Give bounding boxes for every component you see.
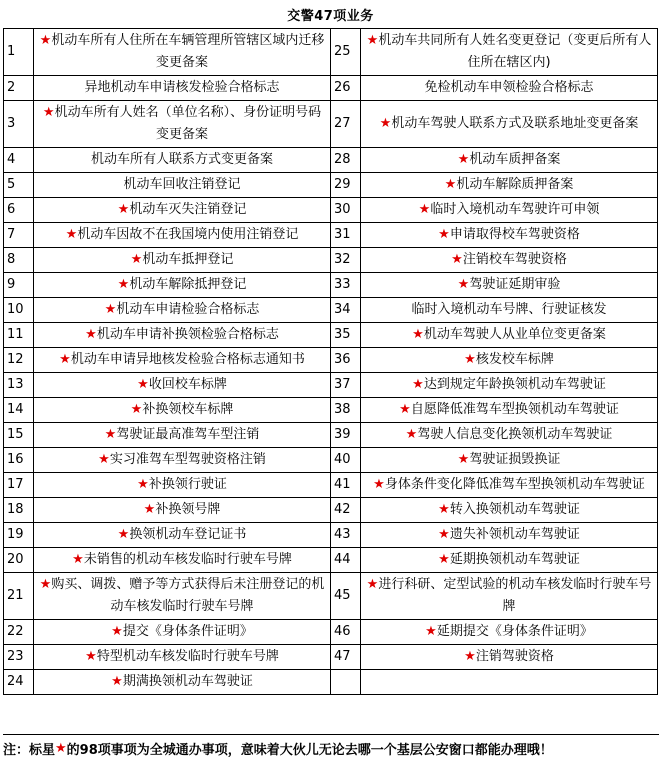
item-name: 免检机动车申领检验合格标志: [424, 80, 594, 95]
table-row: [4, 76, 658, 101]
item-number: 41: [331, 473, 361, 498]
table-row: [4, 645, 658, 670]
item-number: 18: [4, 498, 34, 523]
item-number: 43: [331, 523, 361, 548]
star-icon: ★: [104, 302, 117, 317]
item-name-cell: [361, 101, 658, 148]
item-name-cell: [361, 323, 658, 348]
item-name: 身体条件变化降低准驾车型换领机动车驾驶证: [384, 477, 645, 492]
item-number: 30: [331, 198, 361, 223]
table-row: [4, 620, 658, 645]
star-icon: ★: [405, 427, 418, 442]
item-name-cell: [34, 198, 331, 223]
table-row: [4, 101, 658, 148]
item-name: 机动车解除抵押登记: [129, 277, 247, 292]
item-number: 19: [4, 523, 34, 548]
item-number: 22: [4, 620, 34, 645]
item-number: 29: [331, 173, 361, 198]
star-icon: ★: [412, 327, 424, 342]
star-icon: ★: [39, 33, 52, 48]
item-name-cell: [34, 29, 331, 76]
table-row: [4, 548, 658, 573]
star-icon: ★: [72, 552, 84, 567]
item-name: 临时入境机动车号牌、行驶证核发: [411, 302, 607, 317]
item-number: 38: [331, 398, 361, 423]
item-name-cell: [34, 223, 331, 248]
item-name: 机动车解除质押备案: [456, 177, 574, 192]
table-row: [4, 248, 658, 273]
item-name: 实习准驾车型驾驶资格注销: [109, 452, 266, 467]
item-name-cell: [361, 473, 658, 498]
item-name: 驾驶证损毁换证: [469, 452, 561, 467]
item-name: 转入换领机动车驾驶证: [449, 502, 580, 517]
item-name: 机动车抵押登记: [142, 252, 234, 267]
services-table: [3, 28, 658, 695]
table-row: [4, 323, 658, 348]
item-name-cell: [361, 198, 658, 223]
star-icon: ★: [457, 277, 470, 292]
item-name: 驾驶证延期审验: [469, 277, 561, 292]
item-name: 机动车因故不在我国境内使用注销登记: [77, 227, 299, 242]
item-name: 注销驾驶资格: [475, 649, 554, 664]
star-icon: ★: [55, 740, 67, 756]
item-number: 20: [4, 548, 34, 573]
star-icon: ★: [438, 227, 450, 242]
footnote: [3, 734, 659, 761]
item-name-cell: [34, 248, 331, 273]
item-number: 26: [331, 76, 361, 101]
star-icon: ★: [137, 377, 149, 392]
item-name-cell: [361, 573, 658, 620]
item-name-cell: [34, 298, 331, 323]
item-name-cell: [34, 670, 331, 695]
item-number: 35: [331, 323, 361, 348]
item-number: 14: [4, 398, 34, 423]
item-name: 收回校车标牌: [148, 377, 227, 392]
item-number: 34: [331, 298, 361, 323]
item-name: 驾驶人信息变化换领机动车驾驶证: [417, 427, 613, 442]
item-name-cell: [361, 298, 658, 323]
item-number: 16: [4, 448, 34, 473]
item-name-cell: [361, 620, 658, 645]
item-name: 机动车所有人姓名（单位名称）、身份证明号码变更备案: [54, 105, 322, 142]
item-name-cell: [34, 448, 331, 473]
item-name: 补换领号牌: [155, 502, 221, 517]
item-number: 44: [331, 548, 361, 573]
item-name: 机动车回收注销登记: [123, 177, 241, 192]
star-icon: ★: [425, 624, 437, 639]
star-icon: ★: [111, 674, 123, 689]
item-name-cell: [34, 101, 331, 148]
item-number: 12: [4, 348, 34, 373]
item-name-cell: [34, 373, 331, 398]
item-name-cell: [34, 173, 331, 198]
table-row: [4, 523, 658, 548]
star-icon: ★: [438, 502, 450, 517]
item-number: [331, 670, 361, 695]
note-suffix: 的98项事项为全城通办事项，意味着大伙儿无论去哪一个基层公安窗口都能办理哦！: [66, 742, 553, 758]
table-row: [4, 573, 658, 620]
item-number: 2: [4, 76, 34, 101]
item-name: 机动车申请检验合格标志: [116, 302, 260, 317]
item-name-cell: [361, 548, 658, 573]
item-number: 42: [331, 498, 361, 523]
item-name: 特型机动车核发临时行驶车号牌: [96, 649, 279, 664]
item-name-cell: [34, 498, 331, 523]
item-name-cell: [361, 523, 658, 548]
item-name: 机动车所有人住所在车辆管理所管辖区域内迁移变更备案: [51, 33, 325, 70]
table-row: [4, 173, 658, 198]
item-number: 25: [331, 29, 361, 76]
item-number: 45: [331, 573, 361, 620]
star-icon: ★: [451, 252, 463, 267]
item-number: 8: [4, 248, 34, 273]
table-row: [4, 398, 658, 423]
table-row: [4, 298, 658, 323]
star-icon: ★: [464, 649, 476, 664]
item-name-cell: [34, 423, 331, 448]
star-icon: ★: [117, 277, 130, 292]
table-row: [4, 373, 658, 398]
table-row: [4, 148, 658, 173]
item-number: 40: [331, 448, 361, 473]
item-number: 33: [331, 273, 361, 298]
item-number: 4: [4, 148, 34, 173]
item-name-cell: [361, 498, 658, 523]
item-name-cell: [34, 548, 331, 573]
item-name-cell: [361, 248, 658, 273]
star-icon: ★: [39, 577, 52, 592]
item-name: 核发校车标牌: [475, 352, 554, 367]
star-icon: ★: [117, 202, 130, 217]
item-name: 机动车驾驶人联系方式及联系地址变更备案: [391, 116, 639, 131]
item-name-cell: [361, 76, 658, 101]
table-row: [4, 448, 658, 473]
star-icon: ★: [457, 152, 470, 167]
star-icon: ★: [399, 402, 411, 417]
item-name: 补换领行驶证: [148, 477, 227, 492]
item-number: 17: [4, 473, 34, 498]
star-icon: ★: [137, 477, 149, 492]
item-name-cell: [361, 373, 658, 398]
item-name-cell: [361, 148, 658, 173]
item-number: 47: [331, 645, 361, 670]
item-name-cell: [361, 645, 658, 670]
star-icon: ★: [444, 177, 457, 192]
item-name: 补换领校车标牌: [142, 402, 234, 417]
table-row: [4, 423, 658, 448]
item-name: 机动车申请补换领检验合格标志: [96, 327, 279, 342]
item-name: 购买、调拨、赠予等方式获得后未注册登记的机动车核发临时行驶车号牌: [51, 577, 325, 614]
item-number: 23: [4, 645, 34, 670]
item-number: 11: [4, 323, 34, 348]
item-number: 24: [4, 670, 34, 695]
item-name: 驾驶证最高准驾车型注销: [116, 427, 260, 442]
star-icon: ★: [366, 33, 379, 48]
star-icon: ★: [373, 477, 385, 492]
item-number: 27: [331, 101, 361, 148]
item-name: 机动车驾驶人从业单位变更备案: [423, 327, 606, 342]
note-prefix: 注：标星: [3, 742, 56, 758]
item-number: 31: [331, 223, 361, 248]
item-number: 37: [331, 373, 361, 398]
table-row: [4, 348, 658, 373]
item-number: 9: [4, 273, 34, 298]
item-name: 未销售的机动车核发临时行驶车号牌: [83, 552, 292, 567]
star-icon: ★: [130, 252, 143, 267]
star-icon: ★: [457, 452, 470, 467]
item-name: 延期提交《身体条件证明》: [436, 624, 593, 639]
item-name-cell: [361, 348, 658, 373]
table-row: [4, 198, 658, 223]
star-icon: ★: [143, 502, 156, 517]
item-name: 机动车共同所有人姓名变更登记（变更后所有人住所在辖区内): [378, 33, 652, 70]
star-icon: ★: [85, 649, 97, 664]
item-name-cell: [361, 670, 658, 695]
star-icon: ★: [42, 105, 55, 120]
item-name-cell: [34, 148, 331, 173]
star-icon: ★: [98, 452, 110, 467]
item-number: 32: [331, 248, 361, 273]
item-name: 延期换领机动车驾驶证: [449, 552, 580, 567]
star-icon: ★: [104, 427, 117, 442]
table-row: [4, 670, 658, 695]
star-icon: ★: [438, 552, 450, 567]
item-number: 5: [4, 173, 34, 198]
item-name: 机动车申请异地核发检验合格标志通知书: [70, 352, 305, 367]
item-number: 46: [331, 620, 361, 645]
star-icon: ★: [464, 352, 476, 367]
item-number: 13: [4, 373, 34, 398]
page-title: 交警47项业务: [287, 8, 374, 24]
item-name: 进行科研、定型试验的机动车核发临时行驶车号牌: [378, 577, 652, 614]
item-name: 提交《身体条件证明》: [122, 624, 253, 639]
item-name-cell: [34, 620, 331, 645]
item-number: 3: [4, 101, 34, 148]
item-name: 申请取得校车驾驶资格: [449, 227, 580, 242]
item-name-cell: [361, 273, 658, 298]
item-name-cell: [361, 398, 658, 423]
item-name: 注销校车驾驶资格: [462, 252, 567, 267]
item-name-cell: [34, 323, 331, 348]
item-name: 异地机动车申请核发检验合格标志: [84, 80, 280, 95]
table-row: [4, 29, 658, 76]
table-row: [4, 273, 658, 298]
item-name: 期满换领机动车驾驶证: [122, 674, 253, 689]
item-name-cell: [34, 523, 331, 548]
item-number: 28: [331, 148, 361, 173]
item-name: 机动车所有人联系方式变更备案: [90, 152, 273, 167]
item-name: 机动车质押备案: [469, 152, 561, 167]
star-icon: ★: [59, 352, 71, 367]
table-row: [4, 473, 658, 498]
table-row: [4, 498, 658, 523]
item-name: 换领机动车登记证书: [129, 527, 247, 542]
star-icon: ★: [418, 202, 431, 217]
item-name: 机动车灭失注销登记: [129, 202, 247, 217]
item-name-cell: [34, 348, 331, 373]
item-name-cell: [34, 573, 331, 620]
star-icon: ★: [117, 527, 130, 542]
star-icon: ★: [366, 577, 379, 592]
item-name-cell: [34, 398, 331, 423]
star-icon: ★: [85, 327, 97, 342]
item-number: 36: [331, 348, 361, 373]
item-name-cell: [34, 645, 331, 670]
item-name-cell: [361, 448, 658, 473]
item-number: 39: [331, 423, 361, 448]
item-number: 15: [4, 423, 34, 448]
item-number: 21: [4, 573, 34, 620]
item-name: 遗失补领机动车驾驶证: [449, 527, 580, 542]
star-icon: ★: [65, 227, 78, 242]
item-number: 10: [4, 298, 34, 323]
star-icon: ★: [130, 402, 143, 417]
item-name: 自愿降低准驾车型换领机动车驾驶证: [410, 402, 619, 417]
item-name-cell: [361, 173, 658, 198]
item-number: 6: [4, 198, 34, 223]
item-name: 达到规定年龄换领机动车驾驶证: [423, 377, 606, 392]
star-icon: ★: [379, 116, 392, 131]
table-row: [4, 223, 658, 248]
item-name-cell: [361, 29, 658, 76]
item-name-cell: [361, 423, 658, 448]
item-name-cell: [34, 76, 331, 101]
item-number: 1: [4, 29, 34, 76]
star-icon: ★: [438, 527, 450, 542]
star-icon: ★: [111, 624, 123, 639]
item-name-cell: [34, 473, 331, 498]
item-name-cell: [361, 223, 658, 248]
star-icon: ★: [412, 377, 424, 392]
item-number: 7: [4, 223, 34, 248]
item-name: 临时入境机动车驾驶许可申领: [430, 202, 600, 217]
item-name-cell: [34, 273, 331, 298]
